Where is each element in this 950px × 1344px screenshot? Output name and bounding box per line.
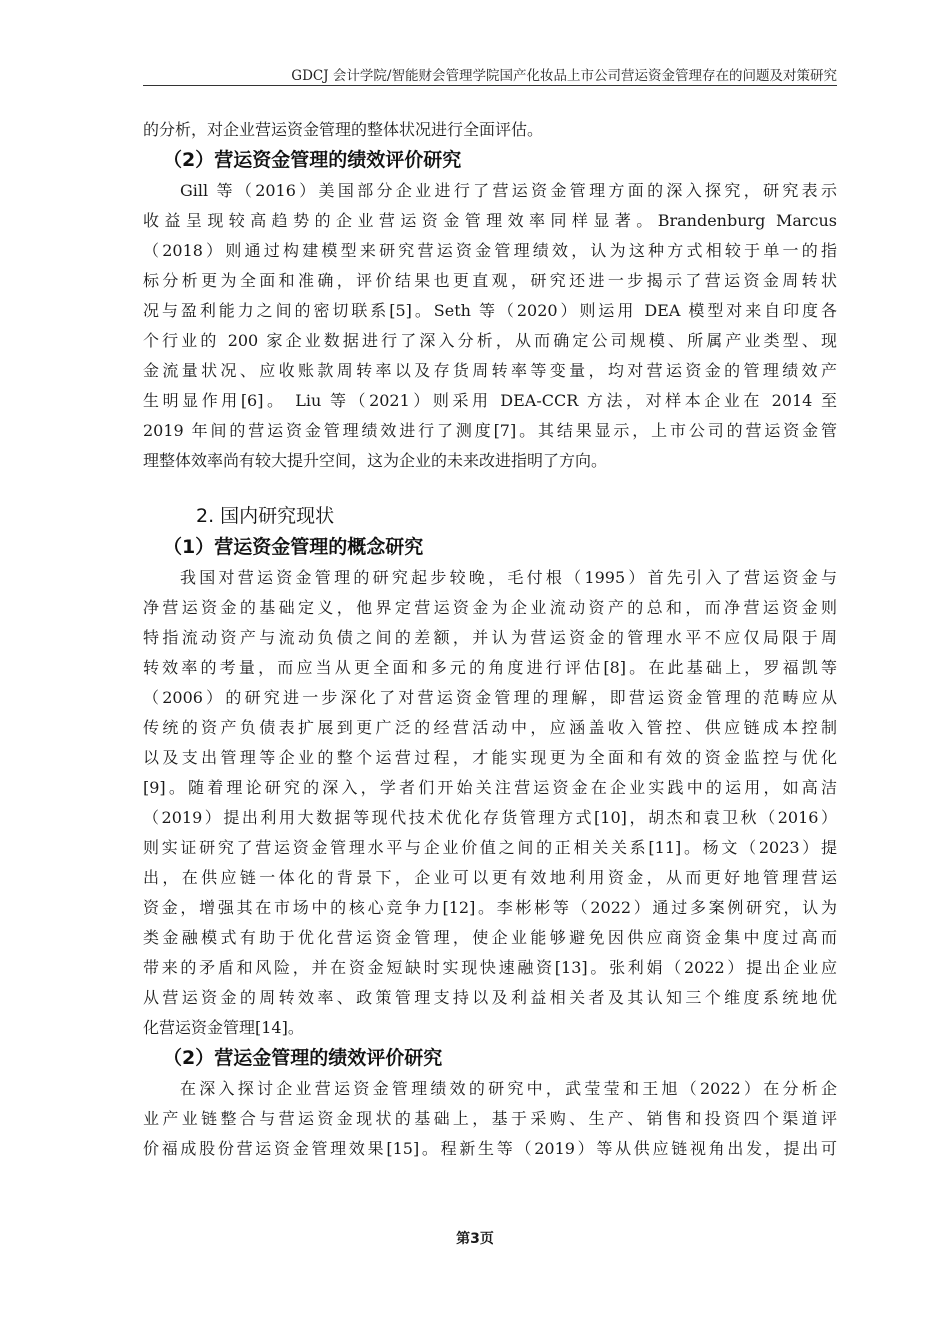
paragraph-line: 以及支出管理等企业的整个运营过程，才能实现更为全面和有效的资金监控与优化 <box>143 748 837 767</box>
paragraph-line: 资金，增强其在市场中的核心竞争力[12]。李彬彬等（2022）通过多案例研究，认为 <box>143 898 837 917</box>
paragraph-line: 带来的矛盾和风险，并在资金短缺时实现快速融资[13]。张利娟（2022）提出企业应 <box>143 958 837 977</box>
subsection-heading: （2）营运资金管理的绩效评价研究 <box>163 149 462 171</box>
subsection-heading: （1）营运资金管理的概念研究 <box>163 536 424 558</box>
section-heading: 2. 国内研究现状 <box>196 505 335 527</box>
paragraph-line: 收益呈现较高趋势的企业营运资金管理效率同样显著。Brandenburg Marcus <box>143 211 837 230</box>
paragraph-line: （2006）的研究进一步深化了对营运资金管理的理解，即营运资金管理的范畴应从 <box>143 688 837 707</box>
paragraph-line: 转效率的考量，而应当从更全面和多元的角度进行评估[8]。在此基础上，罗福凯等 <box>143 658 837 677</box>
paragraph-line: 生明显作用[6]。 Liu 等（2021）则采用 DEA-CCR 方法，对样本企业在 2014 至 <box>143 391 837 410</box>
paragraph-line: 况与盈利能力之间的密切联系[5]。Seth 等（2020）则运用 DEA 模型对来自印度各 <box>143 301 837 320</box>
paragraph-line: 理整体效率尚有较大提升空间，这为企业的未来改进指明了方向。 <box>143 451 608 470</box>
running-header: GDCJ 会计学院/智能财会管理学院国产化妆品上市公司营运资金管理存在的问题及对策研究 <box>291 68 837 84</box>
paragraph-line: 净营运资金的基础定义，他界定营运资金为企业流动资产的总和，而净营运资金则 <box>143 598 837 617</box>
paragraph-line: 在深入探讨企业营运资金管理绩效的研究中，武莹莹和王旭（2022）在分析企 <box>180 1079 837 1098</box>
paragraph-line: 传统的资产负债表扩展到更广泛的经营活动中，应涵盖收入管控、供应链成本控制 <box>143 718 837 737</box>
body-text <box>143 115 837 1164</box>
paragraph-line: 金流量状况、应收账款周转率以及存货周转率等变量，均对营运资金的管理绩效产 <box>143 361 837 380</box>
paragraph-line: （2019）提出利用大数据等现代技术优化存货管理方式[10]，胡杰和袁卫秋（2016） <box>143 808 837 827</box>
paragraph-line: 出，在供应链一体化的背景下，企业可以更有效地利用资金，从而更好地管理营运 <box>143 868 837 887</box>
paragraph-line: 类金融模式有助于优化营运资金管理，使企业能够避免因供应商资金集中度过高而 <box>143 928 837 947</box>
paragraph-line: 业产业链整合与营运资金现状的基础上，基于采购、生产、销售和投资四个渠道评 <box>143 1109 837 1128</box>
paragraph-gap <box>143 476 837 501</box>
paragraph-line: 2019 年间的营运资金管理绩效进行了测度[7]。其结果显示，上市公司的营运资金管 <box>143 421 837 440</box>
paragraph-line: 则实证研究了营运资金管理水平与企业价值之间的正相关关系[11]。杨文（2023）提 <box>143 838 837 857</box>
page-number: 第3页 <box>456 1231 494 1247</box>
subsection-heading: （2）营运金管理的绩效评价研究 <box>163 1047 443 1069</box>
paragraph-line: 标分析更为全面和准确，评价结果也更直观，研究还进一步揭示了营运资金周转状 <box>143 271 837 290</box>
paragraph-line: 价福成股份营运资金管理效果[15]。程新生等（2019）等从供应链视角出发，提出可 <box>143 1139 837 1158</box>
paragraph-line: 特指流动资产与流动负债之间的差额，并认为营运资金的管理水平不应仅局限于周 <box>143 628 837 647</box>
paragraph-line: 化营运资金管理[14]。 <box>143 1018 304 1037</box>
paragraph-line: 从营运资金的周转效率、政策管理支持以及利益相关者及其认知三个维度系统地优 <box>143 988 837 1007</box>
paragraph-line: 个行业的 200 家企业数据进行了深入分析，从而确定公司规模、所属产业类型、现 <box>143 331 837 350</box>
paragraph-line: [9]。随着理论研究的深入，学者们开始关注营运资金在企业实践中的运用，如高洁 <box>143 778 837 797</box>
paragraph-line: 的分析，对企业营运资金管理的整体状况进行全面评估。 <box>143 120 544 139</box>
paragraph-line: （2018）则通过构建模型来研究营运资金管理绩效，认为这种方式相较于单一的指 <box>143 241 837 260</box>
paragraph-line: 我国对营运资金管理的研究起步较晚，毛付根（1995）首先引入了营运资金与 <box>180 568 837 587</box>
paragraph-line: Gill 等（2016）美国部分企业进行了营运资金管理方面的深入探究，研究表示 <box>180 181 837 200</box>
header-rule <box>143 85 837 86</box>
